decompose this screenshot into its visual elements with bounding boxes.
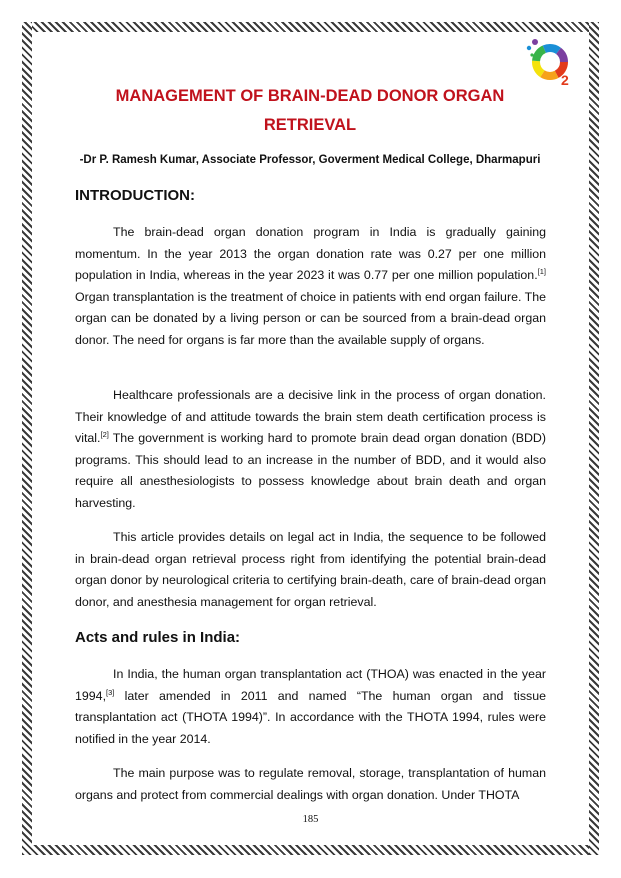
paragraph-1-text-b: Organ transplantation is the treatment of choice in patients with end organ failure. The organ can be donated by a living person or can be sourced from a brain-dead organ donor. The need for organs is far more than the available supply of organs. [75,289,546,347]
page-number: 185 [302,814,319,825]
citation-3: [3] [106,687,115,697]
paragraph-5: The main purpose was to regulate removal, storage, transplantation of human organs and protect from commercial dealings with organ donation. Under THOTA [75,766,546,802]
paragraph-3: This article provides details on legal act in India, the sequence to be followed in brain-dead organ retrieval process right from identifying the potential brain-dead organ donor by neurological criteria to certifying brain-death, care of brain-dead organ donor, and anesthesia management for organ retrieval. [75,530,546,609]
acts-and-rules-heading: Acts and rules in India: [75,629,241,646]
decorative-border-bottom [22,845,599,855]
paragraph-2 [75,385,546,515]
author-byline: -Dr P. Ramesh Kumar, Associate Professor, Goverment Medical College, Dharmapuri [79,154,541,166]
page-title-line-1: MANAGEMENT OF BRAIN-DEAD DONOR ORGAN [115,87,505,105]
decorative-border-right [589,22,599,855]
page-title-line-2: RETRIEVAL [263,116,357,134]
citation-1: [1] [537,267,546,277]
citation-2: [2] [100,430,109,440]
paragraph-4-text-a: In India, the human organ transplantation act (THOA) was enacted in the year 1994, [75,667,546,703]
paragraph-1 [75,222,546,352]
decorative-border-top [22,22,599,32]
decorative-border-left [22,22,32,855]
o2-logo-subscript: 2 [561,72,569,88]
paragraph-4 [75,664,546,750]
paragraph-2-text-a: Healthcare professionals are a decisive link in the process of organ donation. Their knowledge of and attitude towards the brain stem death certification process is vital. [75,388,546,446]
introduction-heading: INTRODUCTION: [75,187,195,204]
o2-logo [522,36,578,88]
paragraph-4-text-b: later amended in 2011 and named “The human organ and tissue transplantation act (THOTA 1994)”. In accordance with the THOTA 1994, rules were notified in the year 2014. [75,688,546,746]
paragraph-1-text-a: The brain-dead organ donation program in India is gradually gaining momentum. In the year 2013 the organ donation rate was 0.27 per one million population in India, whereas in the year 2023 it was 0.77 per one million population. [75,225,546,283]
paragraph-2-text-b: The government is working hard to promote brain dead organ donation (BDD) programs. This should lead to an increase in the number of BDD, and it would also require all anesthesiologists to possess knowledge about brain death and organ harvesting. [75,431,546,510]
